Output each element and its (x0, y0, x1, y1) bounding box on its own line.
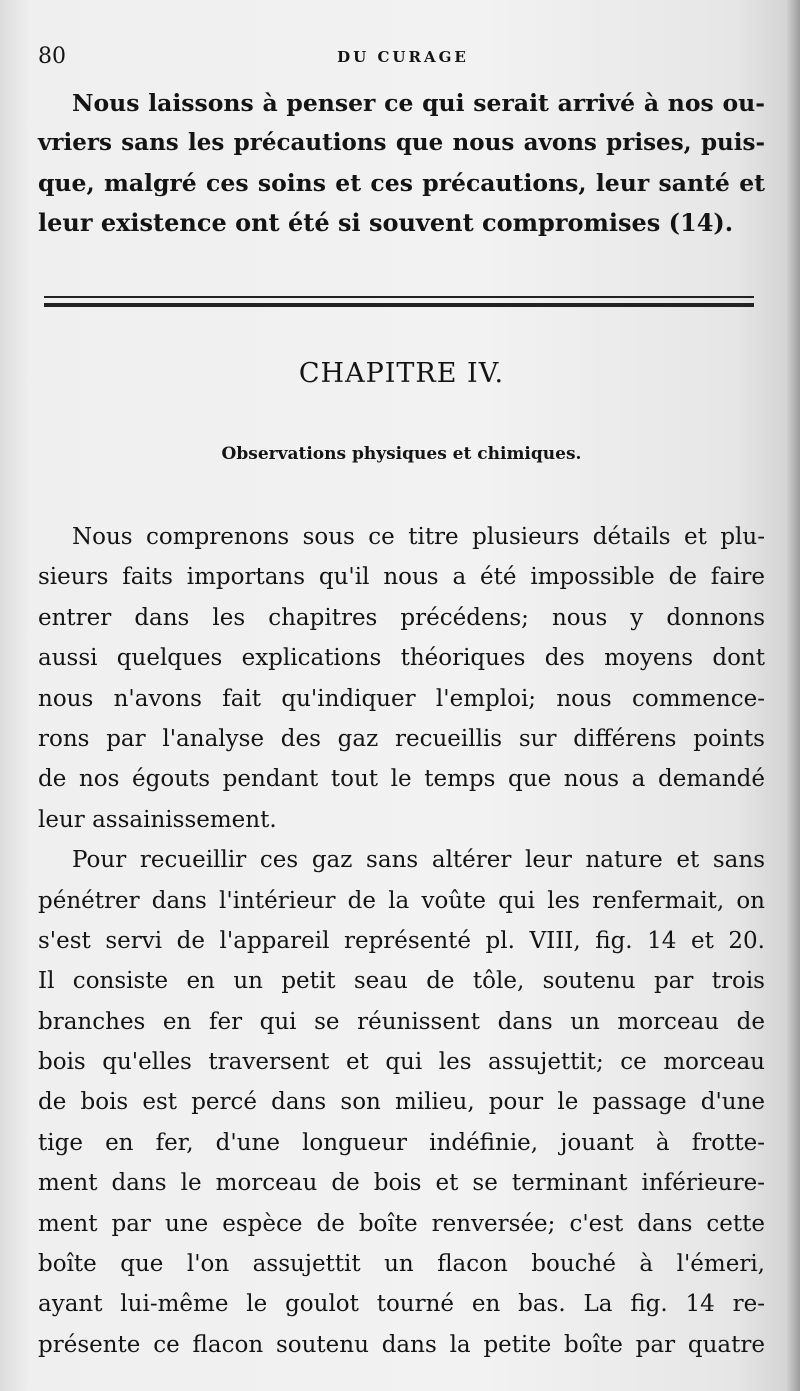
text-line: leur assainissement. (38, 806, 277, 833)
text-line: présente ce flacon soutenu dans la petite boîte par quatre (38, 1331, 765, 1358)
text-line: que, malgré ces soins et ces précautions, leur santé et (38, 169, 765, 197)
text-line: ment par une espèce de boîte renversée; c'est dans cette (38, 1210, 765, 1237)
text-line: Nous laissons à penser ce qui serait arrivé à nos ou- (72, 89, 765, 117)
top-paragraph (38, 83, 765, 243)
page-shadow-edge (786, 0, 800, 1391)
text-line: Pour recueillir ces gaz sans altérer leur nature et sans (72, 847, 765, 874)
text-line: rons par l'analyse des gaz recueillis sur différens points (38, 725, 765, 752)
text-line: branches en fer qui se réunissent dans un morceau de (38, 1008, 765, 1035)
page-header (38, 44, 768, 74)
chapter-body (38, 517, 765, 1365)
text-line: ayant lui-même le goulot tourné en bas. La fig. 14 re- (38, 1291, 765, 1318)
text-line: Il consiste en un petit seau de tôle, soutenu par trois (38, 968, 765, 995)
text-line: pénétrer dans l'intérieur de la voûte qui les renfermait, on (38, 887, 765, 914)
text-line: de bois est percé dans son milieu, pour le passage d'une (38, 1089, 765, 1116)
page-number: 80 (38, 44, 66, 69)
text-line: s'est servi de l'appareil représenté pl. VIII, fig. 14 et 20. (38, 927, 765, 954)
section-divider-rule (44, 296, 754, 307)
text-line: leur existence ont été si souvent compromises (14). (38, 208, 734, 237)
text-line: bois qu'elles traversent et qui les assujettit; ce morceau (38, 1049, 765, 1076)
text-line: entrer dans les chapitres précédens; nous y donnons (38, 604, 765, 631)
text-line: de nos égouts pendant tout le temps que nous a demandé (38, 766, 765, 793)
text-line: aussi quelques explications théoriques des moyens dont (38, 645, 765, 672)
chapter-subtitle: Observations physiques et chimiques. (221, 444, 582, 464)
running-head: DU CURAGE (337, 48, 469, 66)
text-line: sieurs faits importans qu'il nous a été impossible de faire (38, 564, 765, 591)
text-line: tige en fer, d'une longueur indéfinie, jouant à frotte- (38, 1129, 765, 1156)
text-line: vriers sans les précautions que nous avons prises, puis- (38, 129, 765, 156)
chapter-title: CHAPITRE IV. (298, 358, 505, 389)
text-line: nous n'avons fait qu'indiquer l'emploi; nous commence- (38, 685, 765, 712)
text-line: Nous comprenons sous ce titre plusieurs détails et plu- (72, 524, 765, 550)
text-line: ment dans le morceau de bois et se terminant inférieure- (38, 1170, 765, 1197)
text-line: boîte que l'on assujettit un flacon bouché à l'émeri, (38, 1251, 765, 1278)
